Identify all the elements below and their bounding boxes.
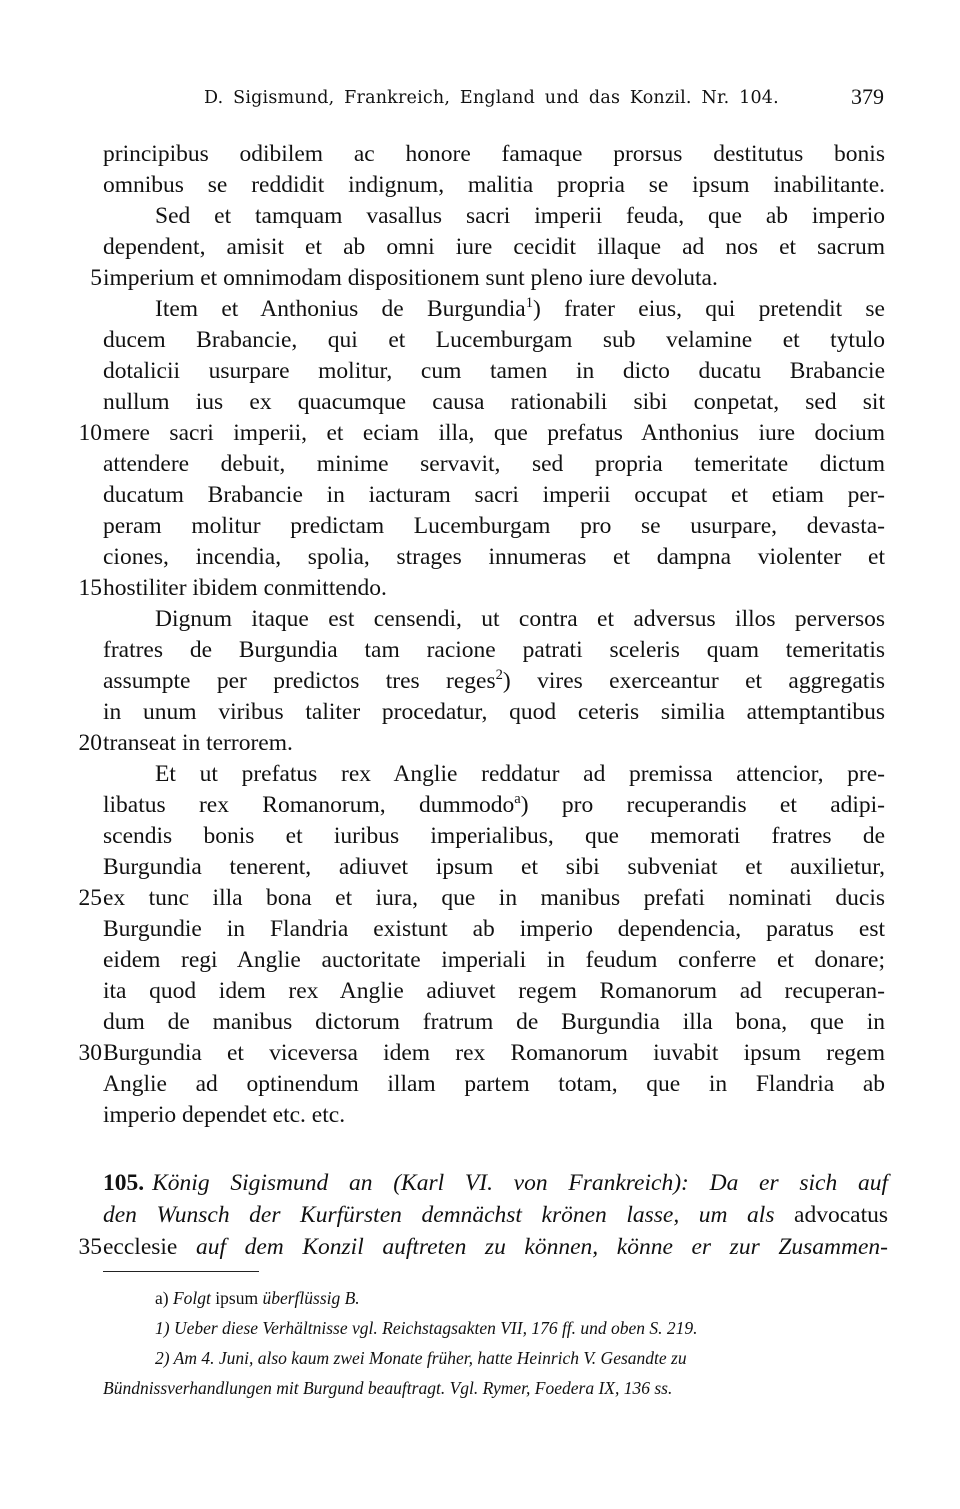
footnote-ref: a [514,791,521,808]
text-line: omnibus se reddidit indignum, malitia propria se ipsum inabilitante. [103,172,885,198]
text-line: peram molitur predictam Lucemburgam pro se usurpare, devasta- [103,513,885,539]
line-number: 10 [78,420,102,446]
text-line: nullum ius ex quacumque causa rationabili sibi conpetat, sed sit [103,389,885,415]
text-fragment: frater eius, qui pretendit se [564,296,885,322]
document-heading-line [103,1232,888,1263]
text-line: mere sacri imperii, et eciam illa, que prefatus Anthonius iure docium [103,420,885,446]
line-number: 35 [78,1234,102,1260]
text-line: transeat in terrorem. [103,730,293,756]
text-fragment: libatus rex Romanorum, dummodo [103,792,515,818]
text-line: scendis bonis et iuribus imperialibus, que memorati fratres de [103,823,885,849]
text-line: eidem regi Anglie auctoritate imperiali in feudum conferre et donare; [103,947,885,973]
text-line: imperium et omnimodam dispositionem sunt pleno iure devoluta. [103,265,718,291]
line-number: 25 [78,885,102,911]
text-line: attendere debuit, minime servavit, sed propria temeritate dictum [103,451,885,477]
text-line: Et ut prefatus rex Anglie reddatur ad premissa attencior, pre- [155,761,885,787]
document-heading-line [103,1200,888,1231]
text-line: imperio dependet etc. etc. [103,1102,346,1128]
text-line: ex tunc illa bona et iura, que in manibus prefati nominati ducis [103,885,885,911]
text-line: Burgundia tenerent, adiuvet ipsum et sibi subveniat et auxilietur, [103,854,885,880]
line-number: 20 [78,730,102,756]
text-line: Burgundie in Flandria existunt ab imperio dependencia, paratus est [103,916,885,942]
footnote-2-continuation: Bündnissverhandlungen mit Burgund beauftragt. Vgl. Rymer, Foedera IX, 136 ss. [103,1378,673,1398]
footnote-mark: 1) [155,1318,170,1338]
text-fragment: Item et Anthonius de Burgundia [155,296,526,322]
text-line: Anglie ad optinendum illam partem totam, que in Flandria ab [103,1071,885,1097]
document-heading-line [103,1168,888,1199]
text-line: libatus rex Romanorum, dummodo$^a$) pro recuperandis et adipi- [103,791,886,818]
text-line: fratres de Burgundia tam racione patrati sceleris quam temeritatis [103,637,885,663]
regest-text: auf dem Konzil auftreten zu können, könne er zur Zusammen- [195,1234,888,1260]
footnote-a [155,1286,360,1310]
running-head: D. Sigismund, Frankreich, England und das Konzil. Nr. 104. [204,88,779,108]
text-fragment: assumpte per predictos tres reges [103,668,496,694]
footnote-2 [155,1346,687,1370]
regest-text: den Wunsch der Kurfürsten demnächst krönen lasse, um als [103,1202,775,1228]
text-line: Item et Anthonius de Burgundia$^1$) frater eius, qui pretendit se [155,295,885,322]
text-line: ita quod idem rex Anglie adiuvet regem Romanorum ad recuperan- [103,978,885,1004]
line-number: 5 [90,265,102,291]
regest-text: König Sigismund an (Karl VI. von Frankreich): Da er sich auf [152,1170,888,1196]
footnote-text: Folgt [172,1288,211,1308]
text-line: ducatum Brabancie in iacturam sacri imperii occupat et etiam per- [103,482,885,508]
text-line: ducem Brabancie, qui et Lucemburgam sub velamine et tytulo [103,327,885,353]
footnote-ref: 2 [495,667,503,684]
text-line: Dignum itaque est censendi, ut contra et adversus illos perversos [155,606,885,632]
footnote-mark: 2) [155,1348,170,1368]
document-number: 105. [103,1170,145,1196]
footnote-text: ipsum [215,1288,259,1308]
footnote-ref: 1 [525,295,534,312]
text-line: dum de manibus dictorum fratrum de Burgundia illa bona, que in [103,1009,885,1035]
footnote-text: Ueber diese Verhältnisse vgl. Reichstagsakten VII, 176 ff. und oben S. 219. [173,1318,698,1338]
line-number: 15 [78,575,102,601]
text-fragment: vires exerceantur et aggregatis [537,668,885,694]
footnote-rule [103,1271,259,1272]
footnote-1 [155,1316,698,1340]
text-line: hostiliter ibidem conmittendo. [103,575,387,601]
footnote-text: überflüssig B. [262,1288,360,1308]
text-line: dotalicii usurpare molitur, cum tamen in dicto ducatu Brabancie [103,358,885,384]
text-fragment: pro recuperandis et adipi- [561,792,886,818]
footnote-mark: a) [155,1288,169,1308]
text-line: assumpte per predictos tres reges$^2$) vires exerceantur et aggregatis [103,667,885,694]
text-line: principibus odibilem ac honore famaque prorsus destitutus bonis [103,141,885,167]
regest-latin-term: advocatus [794,1202,888,1228]
text-line: in unum viribus taliter procedatur, quod ceteris similia attemptantibus [103,699,885,725]
footnote-text: Am 4. Juni, also kaum zwei Monate früher, hatte Heinrich V. Gesandte zu [173,1348,687,1368]
text-line: Sed et tamquam vasallus sacri imperii feuda, que ab imperio [155,203,885,229]
regest-latin-term: ecclesie [103,1234,178,1260]
text-line: Burgundia et viceversa idem rex Romanorum iuvabit ipsum regem [103,1040,885,1066]
line-number: 30 [78,1040,102,1066]
text-line: dependent, amisit et ab omni iure cecidit illaque ad nos et sacrum [103,234,885,260]
page-number: 379 [851,84,884,109]
text-line: ciones, incendia, spolia, strages innumeras et dampna violenter et [103,544,885,570]
